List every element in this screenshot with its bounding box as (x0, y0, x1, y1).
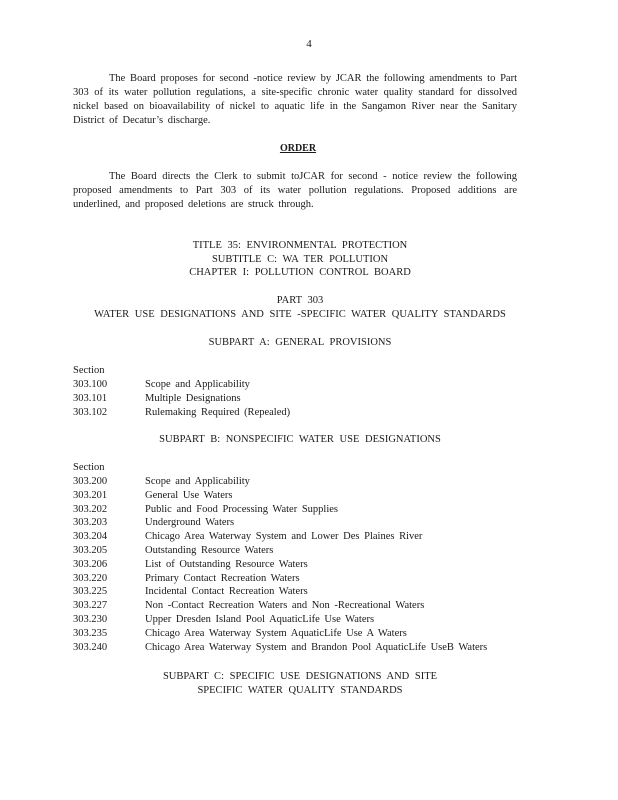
toc-row (73, 559, 308, 570)
section-number: 303.206 (73, 558, 108, 570)
section-title: Chicago Area Waterway System AquaticLife Use A Waters (145, 627, 407, 639)
toc-row (73, 407, 290, 418)
order-paragraph-text: The Board directs the Clerk to submit toJCAR for second - notice review the following proposed amendments to Part 303 of its water pollution regulations. Proposed additions are underlined, and proposed deletions are struck through. (73, 171, 517, 210)
part-title-heading: WATER USE DESIGNATIONS AND SITE -SPECIFIC WATER QUALITY STANDARDS (94, 309, 506, 320)
subpart-a-heading: SUBPART A: GENERAL PROVISIONS (208, 337, 392, 348)
toc-row (73, 531, 422, 542)
section-title: Non -Contact Recreation Waters and Non -Recreational Waters (145, 600, 425, 612)
title-heading: TITLE 35: ENVIRONMENTAL PROTECTION (192, 240, 408, 251)
section-title: Incidental Contact Recreation Waters (145, 586, 308, 598)
toc-row (73, 614, 374, 625)
section-number: 303.205 (73, 545, 108, 556)
toc-row (73, 393, 241, 404)
toc-row (73, 490, 233, 501)
section-title: Rulemaking Required (Repealed) (145, 406, 291, 418)
subpart-c-heading-line1: SUBPART C: SPECIFIC USE DESIGNATIONS AND SITE (162, 671, 438, 682)
section-number: 303.204 (73, 531, 108, 543)
page-number: 4 (306, 38, 312, 50)
toc-row (73, 586, 308, 597)
order-heading: ORDER (279, 143, 317, 154)
order-paragraph (73, 170, 517, 212)
subpart-b-heading: SUBPART B: NONSPECIFIC WATER USE DESIGNATIONS (159, 434, 441, 445)
part-heading: PART 303 (276, 295, 324, 306)
toc-row (73, 628, 407, 639)
intro-paragraph (73, 72, 517, 128)
section-number: 303.200 (73, 476, 108, 487)
section-title: Chicago Area Waterway System and Lower Des Plaines River (145, 531, 423, 543)
toc-row (73, 545, 273, 556)
section-number: 303.225 (73, 586, 108, 598)
section-title: Public and Food Processing Water Supplies (145, 503, 338, 515)
section-number: 303.227 (73, 600, 108, 612)
section-title: Upper Dresden Island Pool AquaticLife Use Waters (145, 614, 375, 625)
intro-paragraph-text: The Board proposes for second -notice review by JCAR the following amendments to Part 303 of its water pollution regulations, a site-specific chronic water quality standard for dissolved nickel based on bioavailability of nickel to aquatic life in the Sangamon River near the Sanitary District of Decatur’s discharge. (73, 73, 517, 126)
toc-row (73, 573, 300, 584)
section-title: Underground Waters (145, 517, 235, 529)
toc-row (73, 600, 424, 611)
subpart-b-section-label: Section (73, 462, 105, 473)
section-title: Outstanding Resource Waters (145, 545, 274, 556)
toc-row (73, 379, 250, 390)
section-title: Scope and Applicability (145, 476, 250, 487)
subpart-a-section-label: Section (73, 365, 105, 376)
toc-row (73, 642, 487, 653)
section-number: 303.100 (73, 379, 108, 390)
section-number: 303.201 (73, 489, 108, 501)
section-number: 303.101 (73, 392, 108, 404)
section-title: General Use Waters (145, 489, 233, 501)
section-title: Chicago Area Waterway System and Brandon Pool AquaticLife UseB Waters (145, 641, 488, 653)
section-number: 303.235 (73, 627, 108, 639)
chapter-heading: CHAPTER I: POLLUTION CONTROL BOARD (189, 267, 411, 278)
section-number: 303.240 (73, 641, 108, 653)
section-number: 303.203 (73, 517, 108, 529)
subtitle-heading: SUBTITLE C: WA TER POLLUTION (211, 254, 389, 265)
toc-row (73, 517, 234, 528)
subpart-c-heading-line2: SPECIFIC WATER QUALITY STANDARDS (197, 685, 403, 696)
section-title: Scope and Applicability (145, 379, 250, 390)
toc-row (73, 476, 250, 487)
section-number: 303.230 (73, 614, 108, 625)
section-number: 303.202 (73, 503, 108, 515)
section-title: Multiple Designations (145, 392, 241, 404)
toc-row (73, 504, 338, 515)
section-title: Primary Contact Recreation Waters (145, 572, 300, 584)
section-number: 303.102 (73, 406, 108, 418)
section-title: List of Outstanding Resource Waters (145, 558, 308, 570)
section-number: 303.220 (73, 572, 108, 584)
